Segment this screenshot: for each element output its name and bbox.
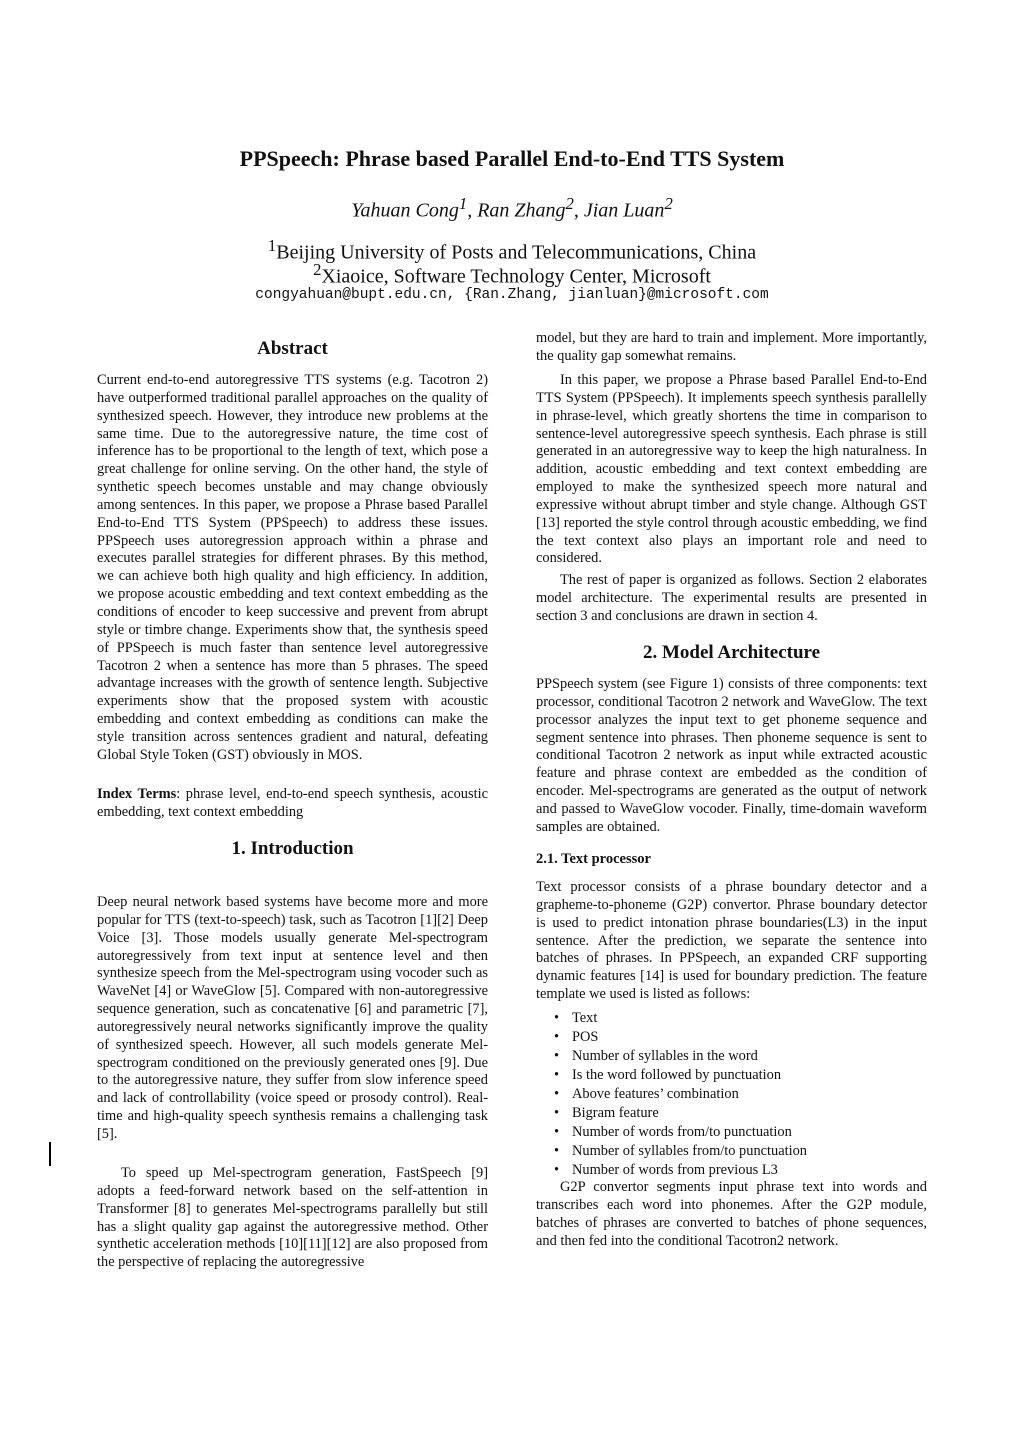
paper-title: PPSpeech: Phrase based Parallel End-to-End TTS System: [239, 146, 785, 171]
feature-item: • Text: [572, 1009, 963, 1028]
model-paragraph: Text processor consists of a phrase boundary detector and a grapheme-to-phoneme (G2P) convertor. Phrase boundary detector is used to predict intonation phrase boundaries(L3) in the input sentence. After the prediction, we separate the sentence into batches of phrases. In PPSpeech, an expanded CRF supporting dynamic features [14] is used for boundary prediction. The feature template we used is listed as follows:: [536, 879, 927, 1003]
author-emails: congyahuan@bupt.edu.cn, {Ran.Zhang, jianluan}@microsoft.com: [255, 287, 769, 303]
author-name: Jian Luan: [583, 199, 665, 222]
abstract-text: Current end-to-end autoregressive TTS systems (e.g. Tacotron 2) have outperformed traditional parallel approaches on the quality of synthesized speech. However, they introduce new problems at the same time. Due to the autoregressive nature, the time cost of inference has to be proportional to the length of text, which pose a great challenge for online serving. On the other hand, the style of synthetic speech becomes unstable and may change obviously among sentences. In this paper, we propose a Phrase based Parallel End-to-End TTS System (PPSpeech) to address these issues. PPSpeech uses autoregression approach within a phrase and executes parallel strategies for different phrases. By this method, we can achieve both high quality and high efficiency. In addition, we propose acoustic embedding and text context embedding as the conditions of encoder to keep successive and prevent from abrupt style or timbre change. Experiments show that, the synthesis speed of PPSpeech is much faster than sentence level autoregressive Tacotron 2 when a sentence has more than 5 phrases. The speed advantage increases with the growth of sentence length. Subjective experiments show that the proposed system with acoustic embedding and context embedding as conditions can make the style transition across sentences gradient and natural, defeating Global Style Token (GST) obviously in MOS.: [97, 372, 488, 763]
feature-item: • Above features’ combination: [572, 1085, 963, 1104]
index-terms: [97, 786, 488, 822]
model-paragraph: PPSpeech system (see Figure 1) consists of three components: text processor, conditional Tacotron 2 network and WaveGlow. The text processor analyzes the input text to get phoneme sequence and segment sentence into phrases. Then phoneme sequence is sent to conditional Tacotron 2 network as input while extracted acoustic feature and phrase context are embedded as the condition of encoder. Mel-spectrograms are generated as the output of network and passed to WaveGlow vocoder. Finally, time-domain waveform samples are obtained.: [536, 676, 927, 835]
author-sup: 2: [565, 194, 574, 213]
abstract-heading: Abstract: [257, 338, 328, 359]
affiliation-text: Xiaoice, Software Technology Center, Microsoft: [321, 265, 711, 288]
affiliation-sup: 1: [267, 236, 277, 255]
intro-paragraph: model, but they are hard to train and implement. More importantly, the quality gap somewhat remains.: [536, 330, 927, 364]
intro-paragraph: The rest of paper is organized as follows. Section 2 elaborates model architecture. The experimental results are presented in section 3 and conclusions are drawn in section 4.: [536, 572, 927, 624]
author-sup: 2: [664, 194, 673, 213]
affiliation-2: [0, 260, 1024, 289]
feature-item: • Number of words from previous L3: [572, 1161, 963, 1180]
affiliation-sup: 2: [313, 260, 322, 279]
intro-paragraph: In this paper, we propose a Phrase based Parallel End-to-End TTS System (PPSpeech). It implements speech synthesis parallelly in phrase-level, which greatly shortens the time in comparison to sentence-level autoregressive speech synthesis. Each phrase is still generated in an autoregressive way to keep the high naturalness. In addition, acoustic embedding and text context embedding are employed to make the synthesized speech more natural and expressive without abrupt timber and style change. Although GST [13] reported the style control through acoustic embedding, we find the text context also plays an important role and need to considered.: [536, 372, 927, 567]
text-processor-heading: 2.1. Text processor: [536, 851, 651, 867]
model-architecture-heading: 2. Model Architecture: [642, 642, 821, 663]
feature-item: • Number of words from/to punctuation: [572, 1123, 963, 1142]
index-terms-text: : phrase level, end-to-end speech synthesis, acoustic embedding, text context embedding: [97, 786, 488, 820]
feature-item: • Is the word followed by punctuation: [572, 1066, 963, 1085]
feature-item: • Number of syllables in the word: [572, 1047, 963, 1066]
feature-item: • Bigram feature: [572, 1104, 963, 1123]
affiliation-text: Beijing University of Posts and Telecommunications, China: [276, 241, 757, 264]
author-name: Ran Zhang: [477, 199, 566, 222]
intro-paragraph: To speed up Mel-spectrogram generation, FastSpeech [9] adopts a feed-forward network based on the self-attention in Transformer [8] to generates Mel-spectrograms parallelly but still has a slight quality gap against the autoregressive method. Other synthetic acceleration methods [10][11][12] are also proposed from the perspective of replacing the autoregressive: [97, 1165, 488, 1271]
intro-paragraph: Deep neural network based systems have become more and more popular for TTS (text-to-speech) task, such as Tacotron [1][2] Deep Voice [3]. Those models usually generate Mel-spectrogram autoregressively from text input at sentence level and then synthesize speech from the Mel-spectrogram using vocoder such as WaveNet [4] or WaveGlow [5]. Compared with non-autoregressive sequence generation, such as concatenative [6] and parametric [7], autoregressively neural networks significantly improve the quality of synthesized speech. However, all such models generate Mel-spectrogram conditioned on the previously generated ones [9]. Due to the autoregressive nature, they suffer from slow inference speed and lack of controllability (voice speed or prosody control). Real-time and high-quality speech synthesis remains a challenging task [5].: [97, 894, 488, 1142]
feature-item: • Number of syllables from/to punctuation: [572, 1142, 963, 1161]
feature-list: [536, 1009, 963, 1180]
index-terms-label: Index Terms: [97, 786, 177, 802]
introduction-heading: 1. Introduction: [231, 838, 354, 859]
author-sup: 1: [458, 194, 468, 213]
model-paragraph: G2P convertor segments input phrase text into words and transcribes each word into phonemes. After the G2P module, batches of phrases are converted to batches of phone sequences, and then fed into the conditional Tacotron2 network.: [536, 1179, 927, 1249]
author-list: Yahuan Cong$^1$, Ran Zhang$^2$, Jian Luan$^2$: [351, 194, 673, 222]
author-name: Yahuan Cong: [351, 199, 459, 222]
text-cursor: [49, 1142, 51, 1166]
feature-item: • POS: [572, 1028, 963, 1047]
